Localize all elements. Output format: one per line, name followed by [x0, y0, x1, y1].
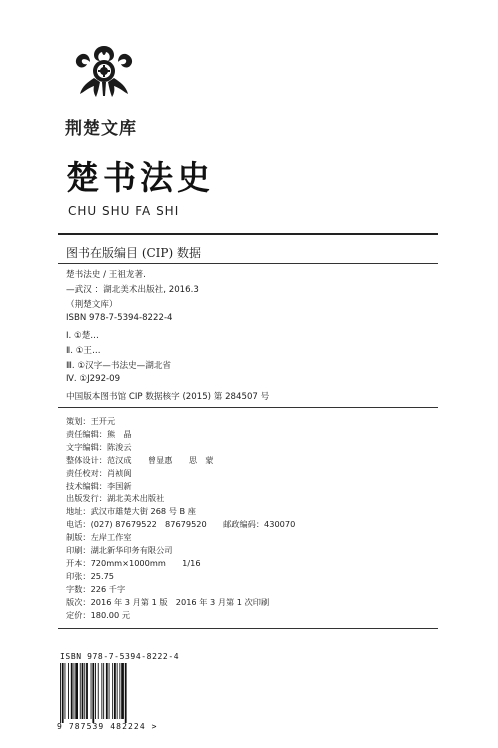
cip-line: Ⅰ. ①楚… — [66, 331, 99, 341]
credit-row — [66, 493, 164, 504]
cip-line: 楚书法史 / 王祖龙著. — [66, 270, 146, 280]
credit-value: 2016 年 3 月第 1 版 2016 年 3 月第 1 次印刷 — [90, 596, 270, 607]
credit-value: 720mm×1000mm 1/16 — [90, 557, 201, 568]
credit-value: 180.00 元 — [90, 609, 131, 620]
series-mark: 荆楚文库 — [65, 119, 137, 139]
credit-value: 226 千字 — [90, 583, 126, 594]
credit-value: 25.75 — [90, 570, 115, 581]
title-divider — [58, 233, 438, 235]
credit-row — [66, 558, 201, 569]
credit-label: 策划： — [66, 416, 91, 426]
cip-line: （荆楚文库） — [66, 300, 118, 310]
credit-label: 地址： — [66, 506, 91, 517]
credit-label: 开本： — [66, 557, 91, 568]
credit-value: 肖祯阆 — [106, 467, 132, 478]
credit-value: 熊 晶 — [106, 428, 132, 439]
credit-label: 印刷： — [66, 545, 91, 555]
credit-row — [66, 597, 269, 608]
credit-row — [66, 545, 172, 556]
credit-label: 技术编辑： — [66, 480, 107, 491]
cip-heading-divider — [58, 263, 438, 264]
credit-label: 版次： — [66, 596, 91, 607]
credit-row — [66, 532, 132, 543]
credit-row — [66, 455, 213, 466]
credits-divider — [58, 628, 438, 629]
credit-row — [66, 519, 295, 530]
credit-row — [66, 468, 132, 479]
cip-line: Ⅲ. ①汉字—书法史—湖北省 — [66, 361, 172, 371]
cip-line: Ⅳ. ①J292-09 — [66, 374, 121, 384]
credit-value: 武汉市雄楚大街 268 号 B 座 — [90, 506, 196, 517]
credit-row — [66, 571, 114, 582]
credit-label: 出版发行： — [66, 493, 107, 504]
credit-row — [66, 506, 196, 517]
jingchu-library-logo — [72, 42, 136, 100]
credit-value: 湖北新华印务有限公司 — [90, 545, 173, 555]
credit-value: 陈浚云 — [106, 441, 132, 452]
cip-line: Ⅱ. ①王… — [66, 346, 101, 356]
credit-value: 李国新 — [106, 480, 132, 491]
credit-row — [66, 442, 132, 453]
credit-label: 责任编辑： — [66, 428, 107, 439]
credit-label: 文字编辑： — [66, 441, 107, 452]
credit-value: (027) 87679522 87679520 邮政编码：430070 — [90, 519, 296, 530]
cip-line: ISBN 978-7-5394-8222-4 — [66, 313, 173, 323]
barcode-digits: 9 787539 482224 > — [57, 722, 158, 731]
credit-row — [66, 584, 125, 595]
barcode-isbn-label: ISBN 978-7-5394-8222-4 — [60, 652, 180, 661]
book-title: 楚书法史 — [66, 158, 214, 197]
credit-value: 范汉成 曾显惠 思 蒙 — [106, 454, 214, 465]
credit-label: 电话： — [66, 519, 91, 530]
cip-line: 中国版本图书馆 CIP 数据核字 (2015) 第 284507 号 — [66, 392, 270, 402]
credit-label: 字数： — [66, 583, 91, 594]
credit-label: 印张： — [66, 570, 91, 581]
book-title-pinyin: CHU SHU FA SHI — [68, 204, 180, 218]
cip-divider — [58, 407, 438, 408]
credit-label: 制版： — [66, 532, 91, 543]
credit-row — [66, 610, 130, 621]
credit-label: 责任校对： — [66, 467, 107, 478]
isbn-barcode — [58, 663, 156, 723]
credit-row — [66, 429, 132, 440]
credit-value: 湖北美术出版社 — [106, 493, 165, 504]
credit-value: 王开元 — [90, 416, 116, 426]
credit-row — [66, 481, 132, 492]
credit-value: 左岸工作室 — [90, 532, 132, 543]
credit-label: 定价： — [66, 609, 91, 620]
credit-label: 整体设计： — [66, 454, 107, 465]
cip-heading: 图书在版编目 (CIP) 数据 — [66, 246, 201, 260]
credit-row — [66, 416, 115, 427]
cip-line: —武汉 ：湖北美术出版社, 2016.3 — [66, 285, 199, 295]
